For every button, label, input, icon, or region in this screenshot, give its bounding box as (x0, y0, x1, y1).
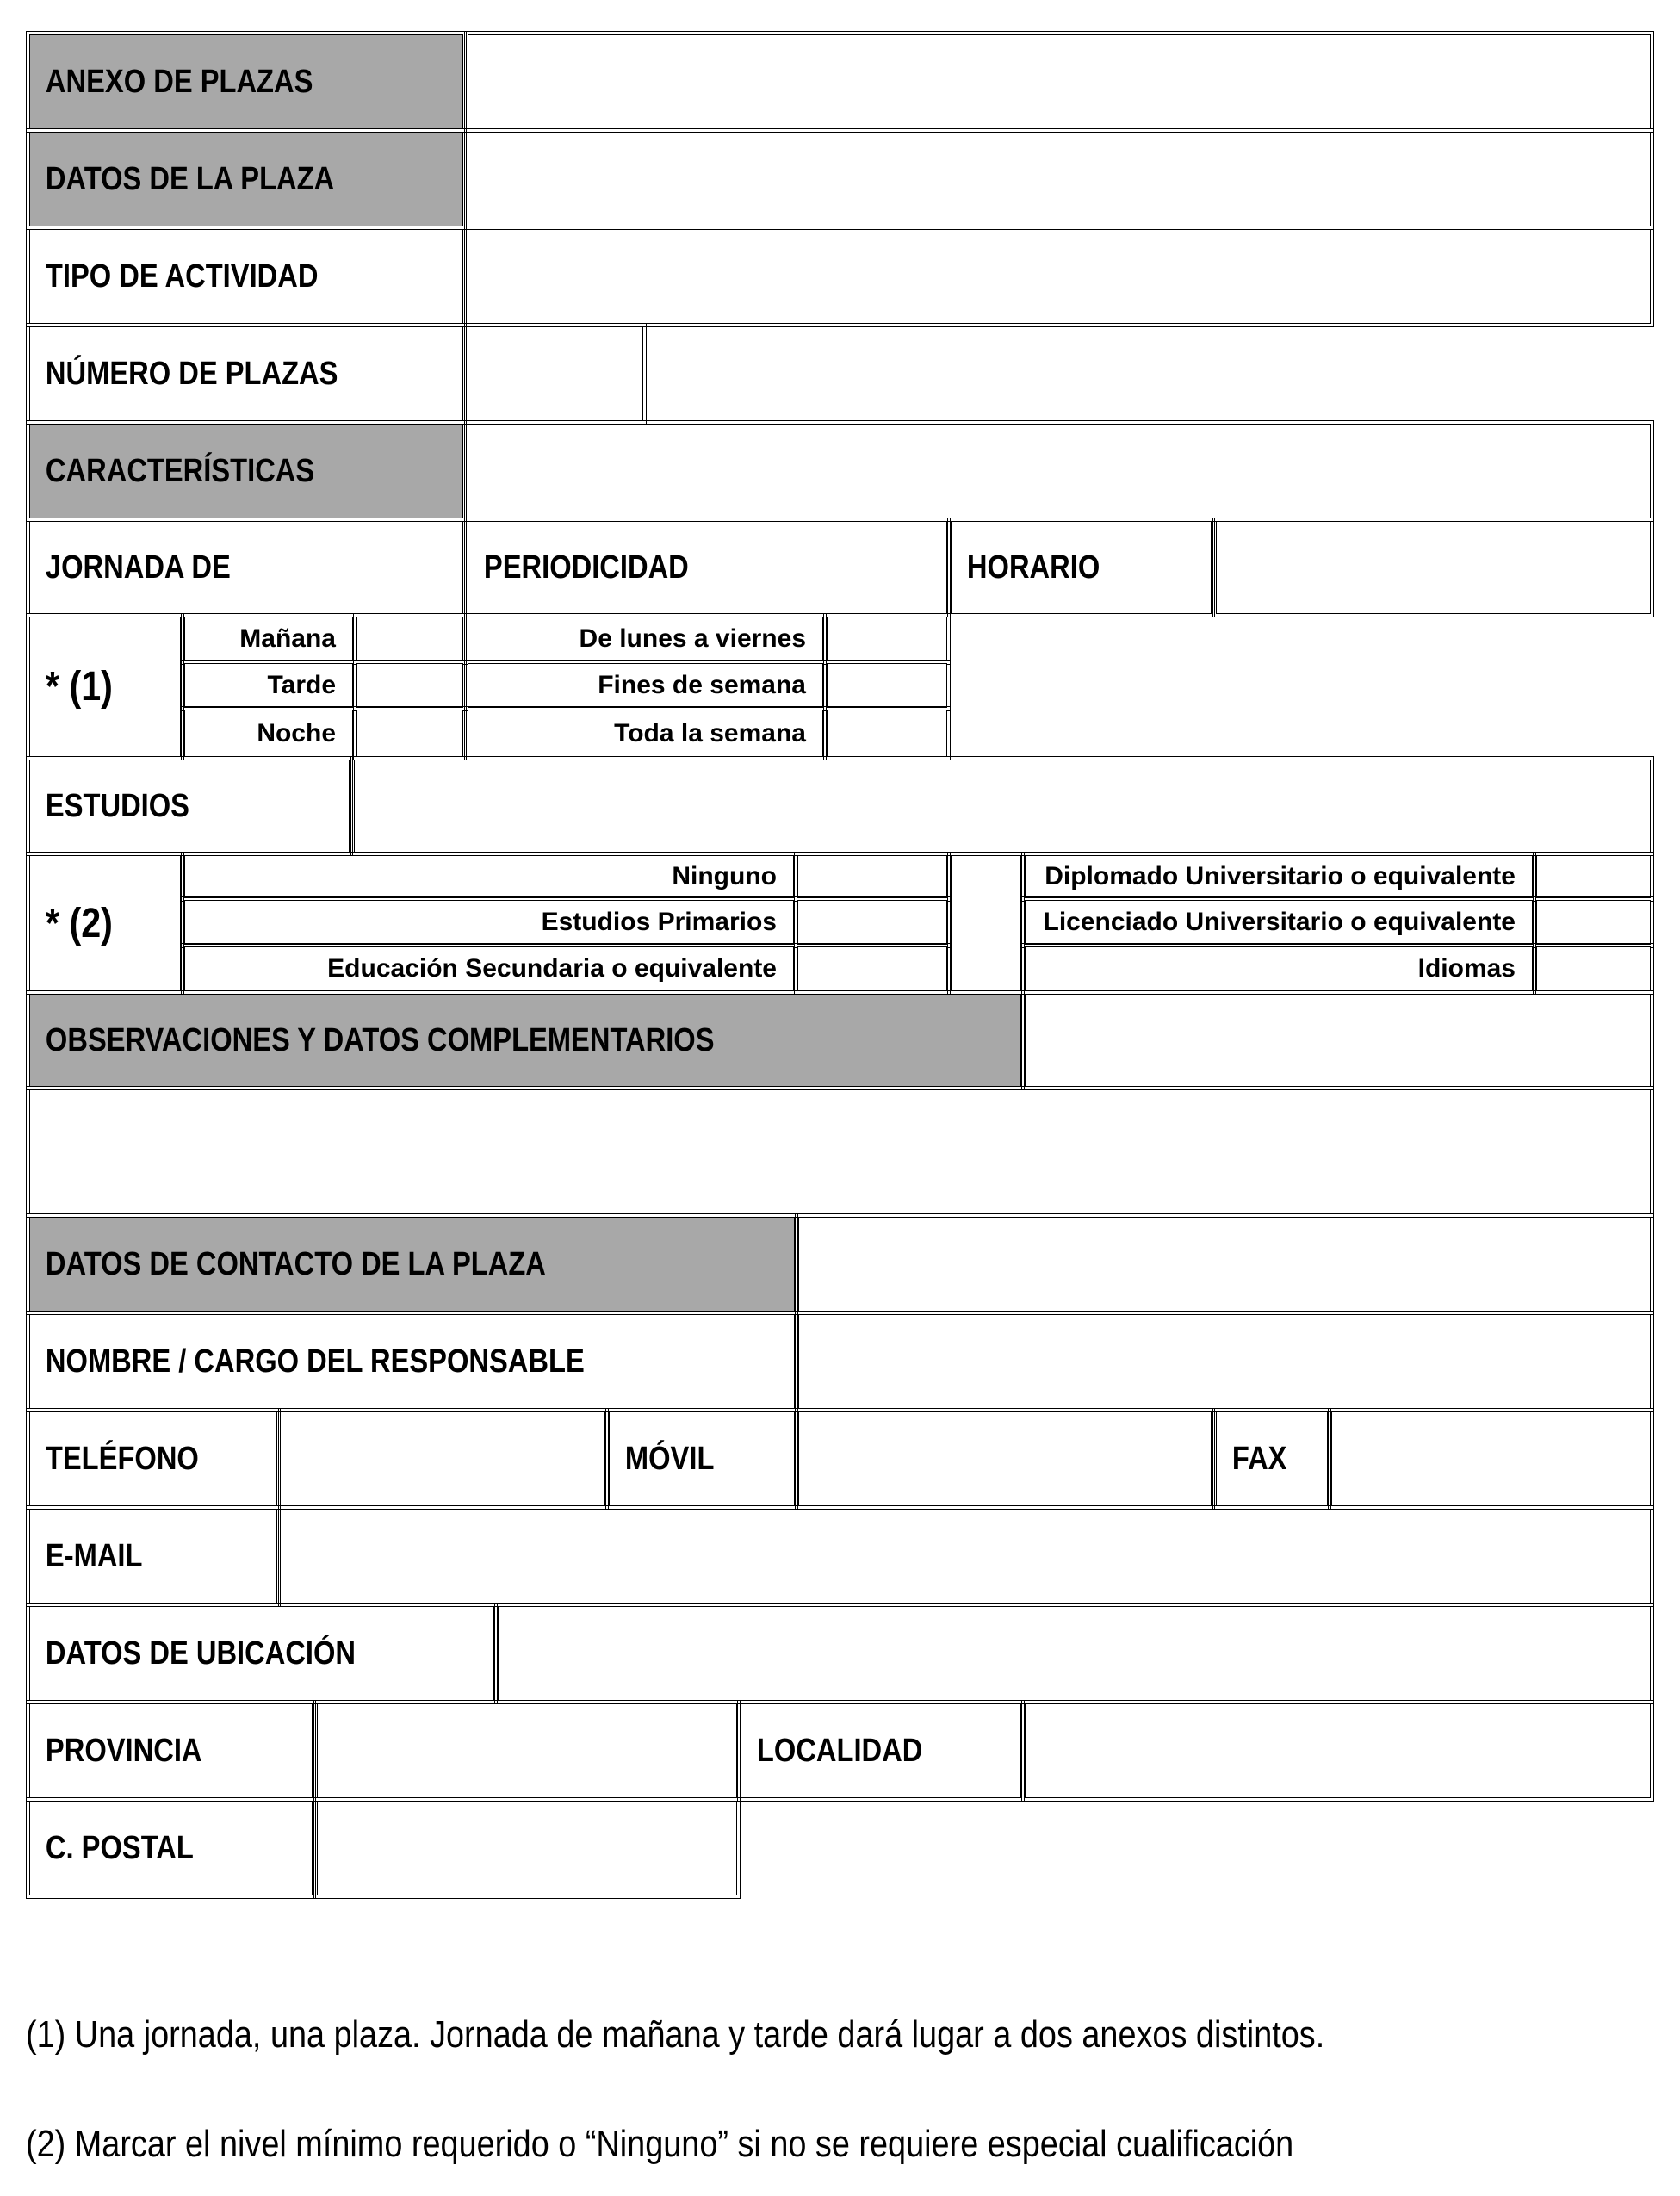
study-option-label: Licenciado Universitario o equivalente (1043, 908, 1516, 936)
study-checkbox[interactable] (1536, 900, 1651, 945)
study-option-label: Educación Secundaria o equivalente (327, 954, 777, 983)
caracteristicas-label: CARACTERÍSTICAS (45, 452, 315, 489)
period-checkbox[interactable] (827, 663, 947, 708)
period-checkbox[interactable] (827, 710, 947, 757)
tipo-actividad-field[interactable] (468, 229, 1651, 324)
email-field[interactable] (282, 1509, 1651, 1604)
cpostal-label: C. POSTAL (45, 1829, 194, 1866)
study-option-label: Ninguno (672, 862, 777, 890)
tipo-actividad-label: TIPO DE ACTIVIDAD (45, 257, 319, 295)
email-label: E-MAIL (45, 1537, 143, 1574)
study-checkbox[interactable] (1536, 855, 1651, 898)
localidad-field[interactable] (1025, 1703, 1651, 1798)
jornada-header: JORNADA DE (45, 549, 231, 586)
anexo-label: ANEXO DE PLAZAS (45, 63, 313, 100)
jornada-checkbox[interactable] (356, 663, 463, 708)
localidad-label: LOCALIDAD (756, 1732, 923, 1769)
period-option-label: Toda la semana (614, 718, 806, 748)
study-option-label: Diplomado Universitario o equivalente (1045, 862, 1516, 890)
study-option-label: Idiomas (1417, 954, 1516, 983)
responsable-label: NOMBRE / CARGO DEL RESPONSABLE (45, 1343, 585, 1380)
study-checkbox[interactable] (1536, 946, 1651, 991)
numero-plazas-label: NÚMERO DE PLAZAS (45, 355, 338, 392)
jornada-option-label: Mañana (239, 624, 336, 653)
horario-field[interactable] (1216, 521, 1651, 614)
study-checkbox[interactable] (797, 946, 947, 991)
study-checkbox[interactable] (797, 855, 947, 898)
observaciones-textarea[interactable] (29, 1089, 1651, 1214)
contacto-label: DATOS DE CONTACTO DE LA PLAZA (45, 1245, 546, 1282)
period-checkbox[interactable] (827, 617, 947, 661)
contacto-field[interactable] (798, 1217, 1651, 1312)
estudios-label: ESTUDIOS (45, 787, 189, 824)
jornada-marker: * (1) (45, 664, 113, 710)
fax-field[interactable] (1331, 1411, 1651, 1506)
period-option-label: Fines de semana (598, 671, 806, 699)
periodicidad-header: PERIODICIDAD (483, 549, 689, 586)
estudios-marker: * (2) (45, 900, 113, 946)
observaciones-side-field[interactable] (1025, 994, 1651, 1087)
study-checkbox[interactable] (797, 900, 947, 945)
estudios-field[interactable] (354, 760, 1651, 853)
study-option-label: Estudios Primarios (541, 908, 777, 936)
telefono-field[interactable] (282, 1411, 605, 1506)
horario-header: HORARIO (966, 549, 1100, 586)
fax-label: FAX (1231, 1440, 1287, 1477)
jornada-option-label: Tarde (267, 671, 336, 699)
numero-plazas-field[interactable] (468, 326, 643, 421)
cpostal-field[interactable] (317, 1801, 737, 1895)
provincia-label: PROVINCIA (45, 1732, 202, 1769)
datos-plaza-label: DATOS DE LA PLAZA (45, 160, 335, 197)
telefono-label: TELÉFONO (45, 1440, 199, 1477)
footnote-2: (2) Marcar el nivel mínimo requerido o “Ninguno” si no se requiere especial cualificación (26, 2123, 1294, 2165)
period-option-label: De lunes a viernes (579, 624, 806, 653)
observaciones-label: OBSERVACIONES Y DATOS COMPLEMENTARIOS (45, 1021, 715, 1058)
movil-label: MÓVIL (624, 1440, 715, 1477)
study-spacer-cell (951, 855, 1021, 991)
jornada-checkbox[interactable] (356, 710, 463, 757)
movil-field[interactable] (798, 1411, 1212, 1506)
ubicacion-label: DATOS DE UBICACIÓN (45, 1635, 356, 1672)
jornada-checkbox[interactable] (356, 617, 463, 661)
jornada-option-label: Noche (257, 718, 336, 748)
provincia-field[interactable] (317, 1703, 737, 1798)
ubicacion-field[interactable] (498, 1606, 1651, 1701)
caracteristicas-field[interactable] (468, 424, 1651, 518)
datos-plaza-field[interactable] (468, 132, 1651, 226)
responsable-field[interactable] (798, 1314, 1651, 1409)
anexo-field[interactable] (468, 34, 1651, 129)
footnote-1: (1) Una jornada, una plaza. Jornada de mañana y tarde dará lugar a dos anexos distintos. (26, 2013, 1325, 2056)
